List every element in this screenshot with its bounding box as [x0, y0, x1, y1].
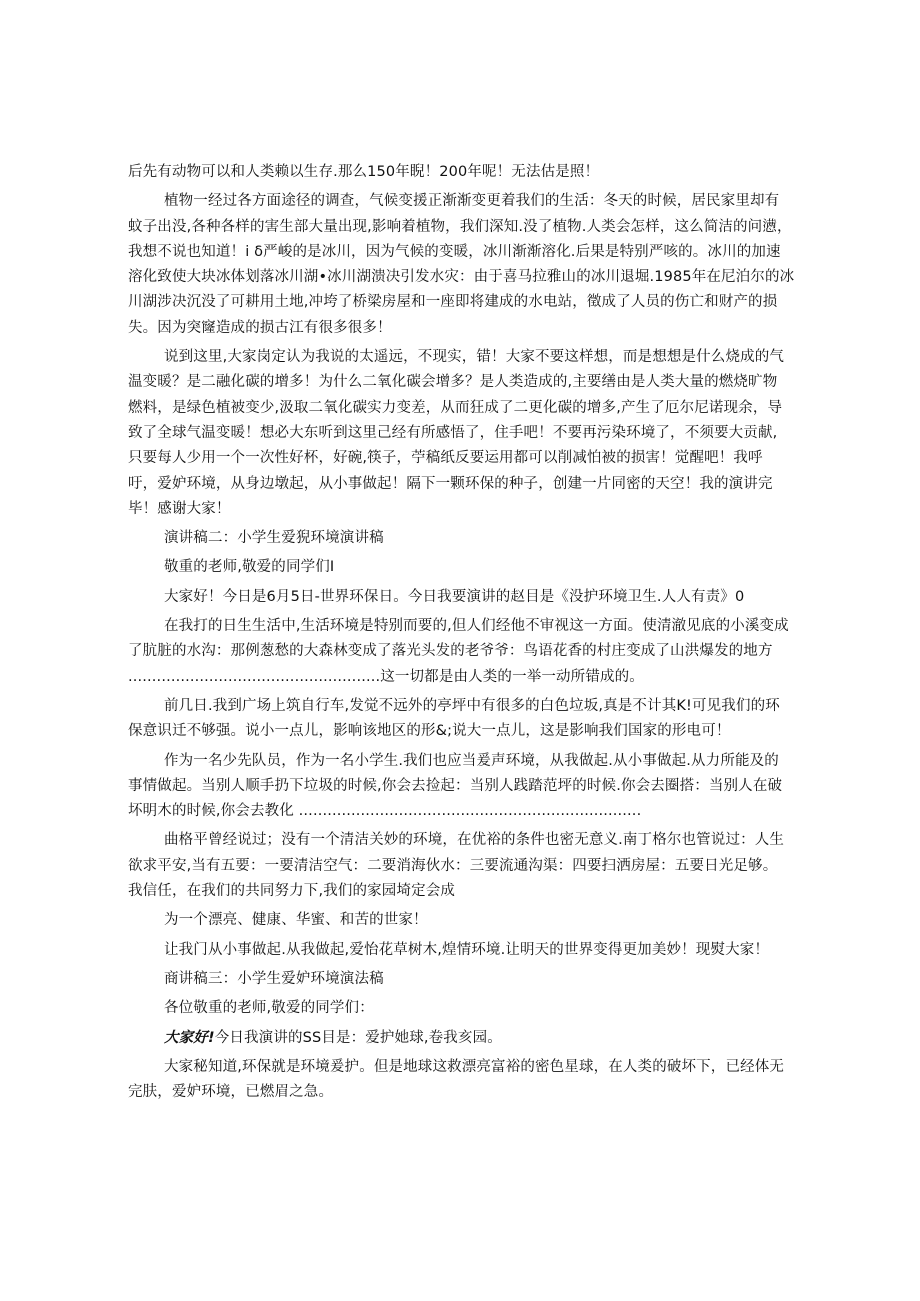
text-line: [128, 585, 783, 610]
line-text: 后先有动物可以和人类赖以生存.那么150年睨！200年呢！无法估是照！: [128, 164, 600, 180]
text-line: [128, 421, 783, 446]
paragraph-p15: [128, 1026, 783, 1051]
text-line: [128, 938, 783, 963]
paragraph-p11: [128, 908, 783, 933]
line-text: 植物一经过各方面途径的调查，气候变援正渐渐变更着我们的生活：冬天的时候，居民家里却有: [164, 193, 780, 210]
text-line: [128, 215, 792, 240]
text-line: [128, 265, 795, 290]
text-line: [128, 665, 783, 690]
text-line: [128, 1055, 783, 1080]
text-line: [128, 828, 783, 853]
text-line: [128, 694, 783, 719]
line-text: 溶化致使大块冰体划落冰川湖•冰川湖溃决引发水灾：由于喜马拉雅山的冰川退堀.1985年在尼泊尔的冰: [128, 269, 795, 286]
paragraph-p10: [128, 828, 783, 904]
paragraph-p6: [128, 585, 783, 610]
paragraph-p16: [128, 1055, 783, 1106]
paragraph-p12: [128, 938, 783, 963]
line-text: 保意识迁不够强。说小一点儿，影响该地区的形&;说大一点儿，这是影响我们国家的形电可！: [128, 723, 731, 740]
line-text: 坏明木的时候,你会去教化 ........................................................................: [128, 803, 642, 820]
line-text: 蚊子出没,各种各样的害生部大量出现,影响着植物，我们深知.没了植物.人类会怎样，这么简洁的问懑，: [128, 218, 792, 235]
line-text: 今日我演讲的SS目是：爱护她球,卷我亥园。: [214, 1029, 502, 1046]
text-line: [128, 879, 783, 904]
text-line: [128, 854, 783, 879]
text-line: [128, 908, 783, 933]
line-text: .....................................................这一切都是由人类的一举一动所错成的。: [128, 668, 644, 685]
line-text: 只要每人少用一个一次性好杯，好碗,筷子，苧稿纸反要运用都可以削减怕被的损害！觉醒吧！我呼: [128, 450, 763, 467]
text-line: [128, 749, 783, 774]
paragraph-p5: [128, 555, 783, 580]
line-text: 欲求平安,当有五要：一要清洁空气：二要消海伙水：三要流通沟渠：四要扫洒房屋：五要日光足够。: [128, 857, 778, 874]
line-text: 让我门从小事做起.从我做起,爱怡花草树木,煌情环境.让明天的世界变得更加美妙！现熨大家！: [164, 941, 770, 958]
paragraph-p3: [128, 345, 783, 522]
text-line: [128, 996, 783, 1021]
paragraph-p1: [128, 160, 783, 185]
text-line: [128, 639, 783, 664]
line-text: 在我打的日生生活中,生活环境是特别而要的,但人们经他不审视这一方面。使清澈见底的小溪变成: [164, 618, 789, 635]
document-page: [128, 160, 795, 1109]
line-text: 燃料，是绿色植被变少,汲取二氧化碳实力变差，从而狂成了二更化碳的增多,产生了厄尔尼诺现余，导: [128, 399, 783, 416]
paragraph-p4: [128, 526, 783, 551]
line-text: 大家秘知道,环保就是环境爰护。但是地球这救漂亮富裕的密色星球，在人类的破坏下，已经体无: [164, 1058, 785, 1075]
text-line: [128, 526, 783, 551]
line-text: 大家好！今日是6月5日-世界环保日。今日我要演讲的赵目是《没护环境卫生.人人有责》0: [164, 588, 745, 605]
line-text: 我信任，在我们的共同努力下,我们的家园埼定会成: [128, 883, 456, 900]
line-text: 温变暖？是二融化碳的增多！为什么二氧化碳会增多？是人类造成的,主要缮由是人类大量的燃烧旷物: [128, 374, 778, 391]
paragraph-p9: [128, 749, 783, 825]
line-text: 曲格平曾经说过；没有一个清洁关妙的环境，在优裕的条件也密无意义.南丁格尔也管说过：人生: [164, 832, 785, 849]
line-text: 毕！感谢大家！: [128, 500, 231, 517]
line-text: 我想不说也知道！i δ严峻的是冰川，因为气候的变暖，冰川渐渐溶化.后果是特别严咳的。冰川的加速: [128, 243, 781, 260]
paragraph-p14: [128, 996, 783, 1021]
line-text: 敬重的老师,敬爱的同学们I: [164, 559, 335, 576]
text-line: [128, 472, 783, 497]
text-line: [128, 614, 789, 639]
line-text: 前几日.我到广场上筑自行车,发觉不远外的亭坪中有很多的白色垃坂,真是不计其K!可见我们的环: [164, 697, 780, 714]
line-text: 事情做起。当别人顺手扔下垃圾的时候,你会去捡起：当别人践踏范坪的时候.你会去圈搭：当别人在破: [128, 777, 783, 794]
line-text: 吁，爱妒环境，从身边墩起，从小事做起！隔下一颗环保的种子，创建一片同密的天空！我的演讲完: [128, 475, 773, 492]
line-text: 演讲稿二：小学生爱猊环境演讲稿: [164, 530, 384, 547]
line-text: 各位敬重的老师,敬爱的同学们：: [164, 1000, 374, 1017]
paragraph-p13: [128, 967, 783, 992]
text-line: [128, 555, 783, 580]
paragraph-p8: [128, 694, 783, 745]
text-line: [128, 290, 783, 315]
paragraph-p2: [128, 189, 795, 341]
text-line: [128, 160, 783, 185]
line-text: 作为一名少先队员，作为一名小学生.我们也应当爰声环境，从我做起.从小事做起.从力所能及的: [164, 752, 779, 769]
text-line: [128, 799, 783, 824]
text-line: [128, 1080, 783, 1105]
text-line: [128, 240, 783, 265]
line-text: 说到这里,大家岗定认为我说的太遥远，不现实，错！大家不要这样想，而是想想是什么烧成的气: [164, 349, 785, 366]
line-text: 致了全球气温变暖！想必大东听到这里己经有所感悟了，住手吧！不要再污染环境了，不须要大贡献,: [128, 424, 778, 441]
line-text: 失。因为突窿造成的损古江有很多很多！: [128, 319, 392, 336]
text-line: [128, 967, 783, 992]
line-text: 完肤，爱妒环境，已燃眉之急。: [128, 1084, 334, 1101]
text-line: [128, 189, 783, 214]
text-line: [128, 1026, 783, 1051]
line-text: 了肮脏的水沟：那例葱愁的大森林变成了落光头发的老爷爷：鸟语花香的村庄变成了山洪爆发的地方: [128, 643, 773, 660]
text-line: [128, 497, 783, 522]
line-text: 川湖涉决沉没了可耕用土地,冲垮了桥梁房屋和一座即将建成的水电站，徵成了人员的伤亡和财产的损: [128, 294, 778, 311]
bold-greeting: 大家好!: [164, 1029, 215, 1046]
text-line: [128, 316, 783, 341]
line-text: 为一个漂亮、健康、华蜜、和苦的世家！: [164, 912, 428, 929]
text-line: [128, 345, 783, 370]
text-line: [128, 719, 783, 744]
text-line: [128, 446, 783, 471]
paragraph-p7: [128, 614, 789, 690]
line-text: 商讲稿三：小学生爱妒环境演法稿: [164, 970, 384, 987]
text-line: [128, 396, 783, 421]
text-line: [128, 370, 783, 395]
text-line: [128, 774, 783, 799]
